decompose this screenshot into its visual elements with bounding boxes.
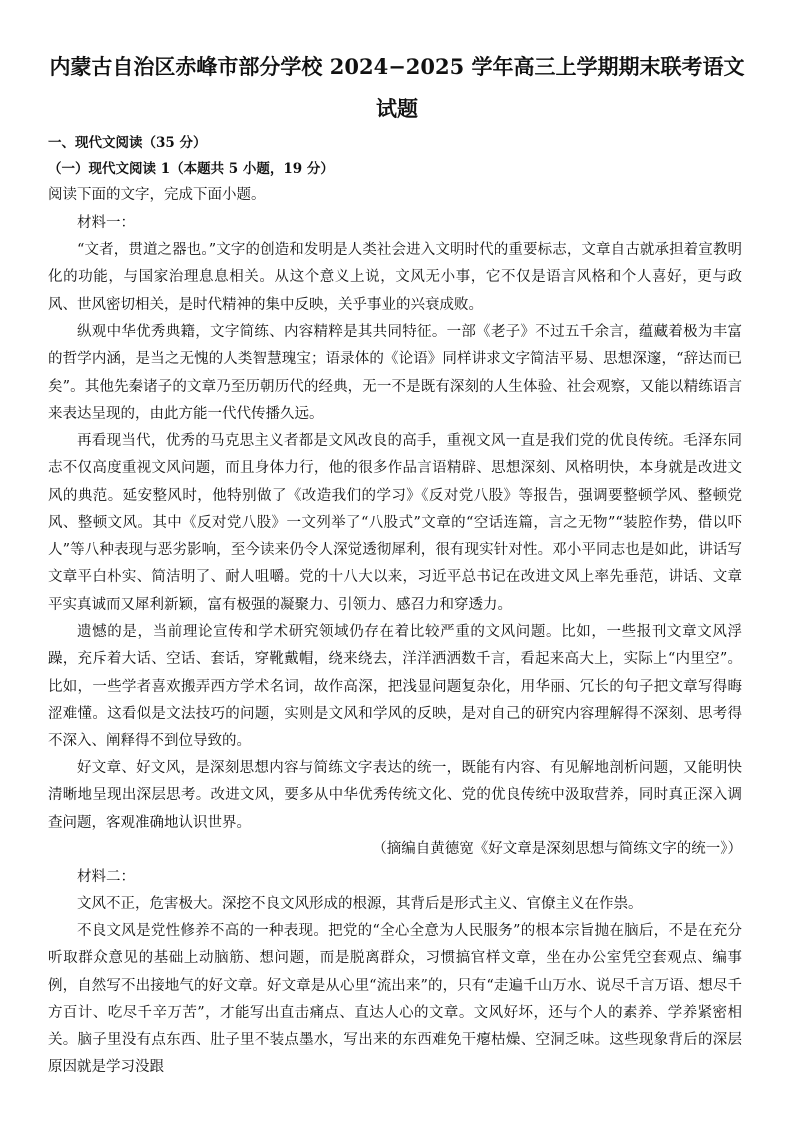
- material-1-paragraph: “文者，贯道之器也。”文字的创造和发明是人类社会进入文明时代的重要标志，文章自古就承担着宣教明化的功能，与国家治理息息相关。从这个意义上说，文风无小事，它不仅是语言风格和个人喜好，更与政风、世风密切相关，是时代精神的集中反映，关乎事业的兴衰成败。: [48, 242, 742, 313]
- material-2-paragraph: 不良文风是党性修养不高的一种表现。把党的“全心全意为人民服务”的根本宗旨抛在脑后，不是在充分听取群众意见的基础上动脑筋、想问题，而是脱离群众，习惯搞官样文章，坐在办公室凭空套观点、编事例，自然写不出接地气的好文章。好文章是从心里“流出来”的，只有“走遍千山万水、说尽千言万语、想尽千方百计、吃尽千辛万苦”，才能写出直击痛点、直达人心的文章。文风好坏，还与个人的素养、学养紧密相关。脑子里没有点东西、肚子里不装点墨水，写出来的东西难免干瘪枯燥、空洞乏味。这些现象背后的深层原因就是学习没跟: [48, 923, 742, 1076]
- material-2-label: 材料二：: [77, 869, 135, 885]
- page-title: 内蒙古自治区赤峰市部分学校 2024−2025 学年高三上学期期末联考语文试题: [49, 54, 745, 121]
- subsection-heading: （一）现代文阅读 1（本题共 5 小题，19 分）: [48, 161, 334, 177]
- instruction-text: 阅读下面的文字，完成下面小题。: [48, 187, 266, 203]
- material-2-paragraph: 文风不正，危害极大。深挖不良文风形成的根源，其背后是形式主义、官僚主义在作祟。: [77, 896, 643, 912]
- material-1-paragraph: 好文章、好文风，是深刻思想内容与简练文字表达的统一，既能有内容、有见解地剖析问题，又能明快清晰地呈现出深层思考。改进文风，要多从中华优秀传统文化、党的优良传统中汲取营养，同时真正深入调查问题，客观准确地认识世界。: [48, 760, 742, 831]
- material-1-source: （摘编自黄德宽《好文章是深刻思想与简练文字的统一》）: [372, 841, 742, 857]
- material-1-label: 材料一：: [77, 215, 135, 231]
- material-1-paragraph: 再看现当代，优秀的马克思主义者都是文风改良的高手，重视文风一直是我们党的优良传统。毛泽东同志不仅高度重视文风问题，而且身体力行，他的很多作品言语精辟、思想深刻、风格明快，本身就是改进文风的典范。延安整风时，他特别做了《改造我们的学习》《反对党八股》等报告，强调要整顿学风、整顿党风、整顿文风。其中《反对党八股》一文列举了“八股式”文章的“空话连篇，言之无物”“装腔作势，借以吓人”等八种表现与恶劣影响，至今读来仍令人深觉透彻犀利，很有现实针对性。邓小平同志也是如此，讲话写文章平白朴实、简洁明了、耐人咀嚼。党的十八大以来，习近平总书记在改进文风上率先垂范，讲话、文章平实真诚而又犀利新颖，富有极强的凝聚力、引领力、感召力和穿透力。: [48, 433, 742, 613]
- material-1-paragraph: 纵观中华优秀典籍，文字简练、内容精粹是其共同特征。一部《老子》不过五千余言，蕴藏着极为丰富的哲学内涵，是当之无愧的人类智慧瑰宝；语录体的《论语》同样讲求文字简洁平易、思想深邃，“辞达而已矣”。其他先秦诸子的文章乃至历朝历代的经典，无一不是既有深刻的人生体验、社会观察，又能以精练语言来表达呈现的，由此方能一代代传播久远。: [48, 324, 742, 422]
- material-1-paragraph: 遗憾的是，当前理论宣传和学术研究领域仍存在着比较严重的文风问题。比如，一些报刊文章文风浮躁，充斥着大话、空话、套话，穿靴戴帽，绕来绕去，洋洋洒洒数千言，看起来高大上，实际上“内里空”。比如，一些学者喜欢搬弄西方学术名词，故作高深，把浅显问题复杂化，用华丽、冗长的句子把文章写得晦涩难懂。这看似是文法技巧的问题，实则是文风和学风的反映，是对自己的研究内容理解得不深刻、思考得不深入、阐释得不到位导致的。: [48, 624, 742, 750]
- section-heading: 一、现代文阅读（35 分）: [48, 135, 207, 151]
